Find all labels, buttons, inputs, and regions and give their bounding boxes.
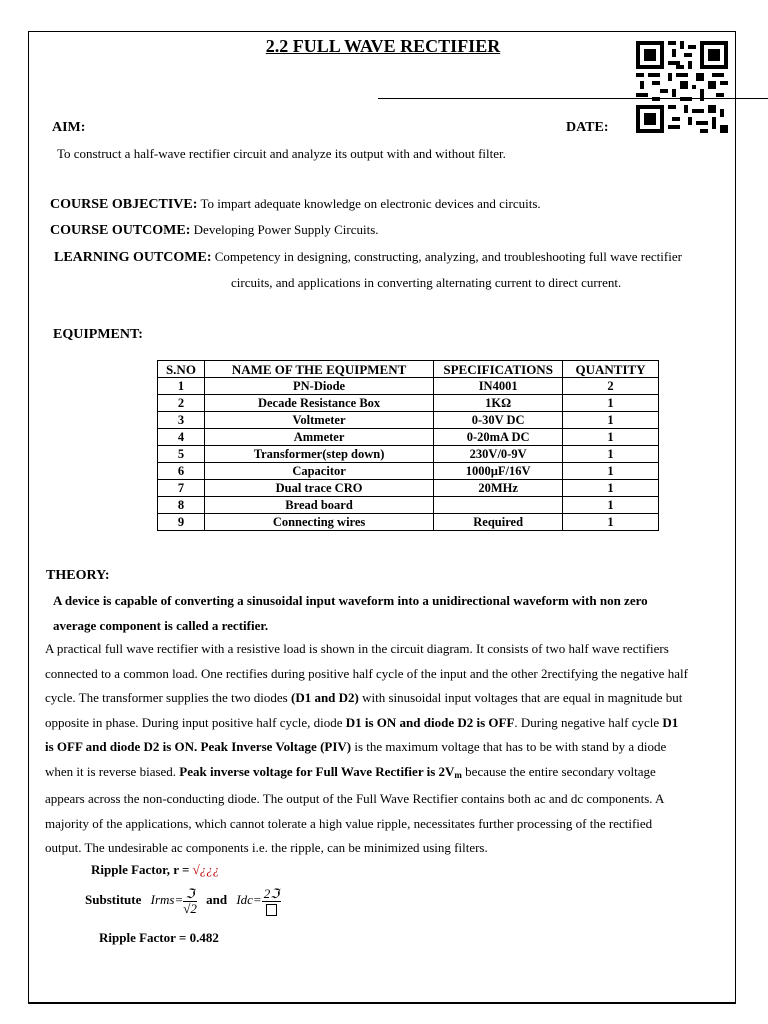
cell-specifications: 1KΩ bbox=[434, 395, 563, 412]
learning-outcome-label: LEARNING OUTCOME: bbox=[54, 250, 212, 265]
theory-line-5: is OFF and diode D2 is ON. Peak Inverse Voltage (PIV) is the maximum voltage that has to be with stand by a diode bbox=[45, 739, 667, 754]
missing-symbol-box bbox=[266, 904, 277, 916]
cell-quantity: 1 bbox=[563, 514, 659, 531]
cell-specifications: 20MHz bbox=[434, 480, 563, 497]
cell-sno: 7 bbox=[158, 480, 205, 497]
course-outcome-label: COURSE OUTCOME: bbox=[50, 223, 191, 238]
idc-fraction: 2ℑ bbox=[262, 887, 282, 916]
cell-specifications: 0-20mA DC bbox=[434, 429, 563, 446]
cell-name: Bread board bbox=[204, 497, 433, 514]
aim-label: AIM: bbox=[52, 120, 86, 135]
idc-lhs: Idc= bbox=[236, 892, 262, 907]
cell-specifications: 1000µF/16V bbox=[434, 463, 563, 480]
table-row bbox=[158, 446, 659, 463]
cell-sno: 4 bbox=[158, 429, 205, 446]
cell-quantity: 1 bbox=[563, 497, 659, 514]
cell-name: Ammeter bbox=[204, 429, 433, 446]
cell-quantity: 1 bbox=[563, 463, 659, 480]
cell-name: Transformer(step down) bbox=[204, 446, 433, 463]
table-row bbox=[158, 463, 659, 480]
theory-line-6: when it is reverse biased. Peak inverse voltage for Full Wave Rectifier is 2Vm because the entire secondary voltage bbox=[45, 763, 656, 780]
theory-line-7: appears across the non-conducting diode. The output of the Full Wave Rectifier contains both ac and dc components. A bbox=[45, 791, 665, 806]
irms-fraction: $\frac{\text{ℑ}}{√2}$ bbox=[183, 885, 197, 916]
irms-lhs: Irms= bbox=[150, 892, 184, 907]
and-label: and bbox=[206, 892, 228, 907]
cell-sno: 6 bbox=[158, 463, 205, 480]
equipment-table bbox=[157, 360, 659, 531]
cell-name: Decade Resistance Box bbox=[204, 395, 433, 412]
cell-specifications bbox=[434, 497, 563, 514]
page-title: 2.2 FULL WAVE RECTIFIER bbox=[265, 36, 501, 56]
theory-line-4: opposite in phase. During input positive half cycle, diode D1 is ON and diode D2 is OFF. During negative half cycle D1 bbox=[45, 714, 679, 730]
header-sno: S.NO bbox=[158, 361, 205, 378]
cell-name: Voltmeter bbox=[204, 412, 433, 429]
cell-quantity: 2 bbox=[563, 378, 659, 395]
aim-text: To construct a half-wave rectifier circuit and analyze its output with and without filter. bbox=[57, 146, 506, 161]
cell-name: Connecting wires bbox=[204, 514, 433, 531]
cell-quantity: 1 bbox=[563, 395, 659, 412]
equipment-label: EQUIPMENT: bbox=[53, 327, 143, 342]
cell-specifications: Required bbox=[434, 514, 563, 531]
cell-specifications: 0-30V DC bbox=[434, 412, 563, 429]
learning-outcome-text-2: circuits, and applications in converting alternating current to direct current. bbox=[231, 275, 622, 290]
cell-name: Dual trace CRO bbox=[204, 480, 433, 497]
theory-definition-1: A device is capable of converting a sinusoidal input waveform into a unidirectional waveform with non zero bbox=[53, 593, 648, 608]
cell-name: Capacitor bbox=[204, 463, 433, 480]
cell-quantity: 1 bbox=[563, 480, 659, 497]
cell-specifications: IN4001 bbox=[434, 378, 563, 395]
theory-paragraph bbox=[45, 637, 735, 861]
cell-sno: 3 bbox=[158, 412, 205, 429]
theory-label: THEORY: bbox=[46, 568, 110, 583]
course-objective-text: To impart adequate knowledge on electronic devices and circuits. bbox=[200, 196, 541, 211]
table-row bbox=[158, 429, 659, 446]
table-row bbox=[158, 497, 659, 514]
cell-quantity: 1 bbox=[563, 446, 659, 463]
theory-line-1: A practical full wave rectifier with a resistive load is shown in the circuit diagram. It consists of two half wave rectifiers bbox=[45, 641, 669, 656]
cell-quantity: 1 bbox=[563, 412, 659, 429]
cell-name: PN-Diode bbox=[204, 378, 433, 395]
cell-sno: 9 bbox=[158, 514, 205, 531]
theory-definition-2: average component is called a rectifier. bbox=[53, 618, 269, 633]
bottom-rule bbox=[28, 1003, 736, 1004]
ripple-factor-label: Ripple Factor, r = bbox=[91, 862, 193, 877]
course-outcome-text: Developing Power Supply Circuits. bbox=[193, 222, 379, 237]
theory-line-3: cycle. The transformer supplies the two diodes (D1 and D2) with sinusoidal input voltages that are equal in magnitude but bbox=[45, 690, 683, 705]
table-row bbox=[158, 412, 659, 429]
cell-sno: 2 bbox=[158, 395, 205, 412]
ripple-factor-expression: √¿¿¿ bbox=[192, 862, 220, 877]
course-objective bbox=[50, 196, 541, 213]
course-objective-label: COURSE OBJECTIVE: bbox=[50, 197, 198, 212]
course-outcome bbox=[50, 222, 379, 239]
header-quantity: QUANTITY bbox=[563, 361, 659, 378]
cell-specifications: 230V/0-9V bbox=[434, 446, 563, 463]
cell-sno: 1 bbox=[158, 378, 205, 395]
ripple-factor-formula bbox=[91, 862, 219, 878]
theory-line-8: majority of the applications, which cannot tolerate a high value ripple, necessitates further processing of the rectified bbox=[45, 815, 653, 831]
theory-line-2: connected to a common load. One rectifies during positive half cycle of the input and the other 2rectifying the negative half bbox=[45, 665, 688, 681]
cell-quantity: 1 bbox=[563, 429, 659, 446]
substitute-formula bbox=[85, 886, 281, 916]
ripple-factor-result: Ripple Factor = 0.482 bbox=[99, 930, 219, 945]
table-row bbox=[158, 514, 659, 531]
table-row bbox=[158, 480, 659, 497]
header-specifications: SPECIFICATIONS bbox=[434, 361, 563, 378]
table-header-row bbox=[158, 361, 659, 378]
theory-line-9: output. The undesirable ac components i.e. the ripple, can be minimized using filters. bbox=[45, 840, 488, 855]
table-row bbox=[158, 395, 659, 412]
qr-code-image bbox=[636, 41, 728, 133]
table-row bbox=[158, 378, 659, 395]
date-underline bbox=[378, 98, 768, 99]
substitute-label: Substitute bbox=[85, 892, 142, 907]
cell-sno: 5 bbox=[158, 446, 205, 463]
date-label: DATE: bbox=[566, 120, 609, 135]
learning-outcome bbox=[54, 249, 682, 266]
cell-sno: 8 bbox=[158, 497, 205, 514]
header-name: NAME OF THE EQUIPMENT bbox=[204, 361, 433, 378]
learning-outcome-text-1: Competency in designing, constructing, analyzing, and troubleshooting full wave rectifier bbox=[214, 249, 682, 264]
